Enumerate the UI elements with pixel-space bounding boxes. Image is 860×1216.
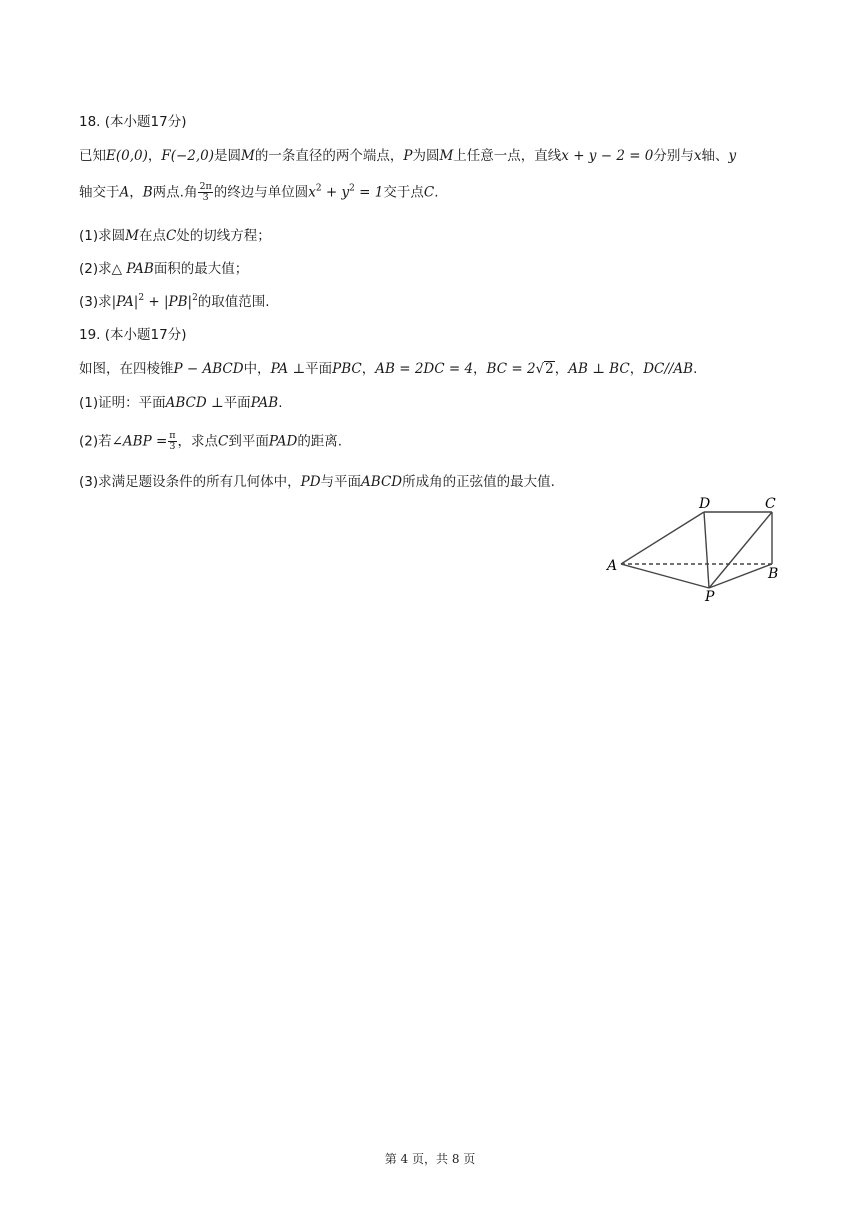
page-footer: 第 4 页，共 8 页 [384,1152,476,1166]
q18-part3: (3)求$|PA|^2 + |PB|^2$的取值范围. [79,293,270,310]
q18-part2: (2)求△ PAB面积的最大值； [79,261,249,277]
pi-over-3-fraction: $\frac{\pi}{3}$ [169,430,176,452]
edge-AD [621,512,704,564]
q19-header: 19. (本小题17分) [79,327,187,343]
q18-part1: (1)求圆M在点C处的切线方程； [79,228,271,244]
pyramid-figure [600,490,790,605]
edge-DP [704,512,709,588]
q19-part1: (1)证明：平面ABCD ⊥平面PAB. [79,395,283,411]
q18-statement-line2: 轴交于A，B两点.角 $\frac{2\pi}{3}$ 的终边与单位圆$x^2 + y^2 = 1$交于点C. [79,181,439,203]
q19-part2: (2)若∠ABP = $\frac{\pi}{3}$ ，求点C到平面PAD的距离. [79,430,343,452]
q19-statement: 如图，在四棱锥P − ABCD中，PA ⊥平面PBC，AB = 2DC = 4，BC = 2√2，AB ⊥ BC，DC//AB. [79,361,698,377]
q18-header: 18. (本小题17分) [79,114,187,130]
q19-part3: (3)求满足题设条件的所有几何体中，PD与平面ABCD所成角的正弦值的最大值. [79,474,555,490]
label-A: A [607,558,618,574]
q18-statement-line1: 已知E(0,0)，F(−2,0)是圆M的一条直径的两个端点，P为圆M上任意一点，直线x + y − 2 = 0分别与x轴、y [79,148,737,164]
label-B: B [768,566,779,582]
label-D: D [699,496,711,512]
label-C: C [765,496,776,512]
angle-fraction: $\frac{2\pi}{3}$ [199,181,212,203]
label-P: P [705,589,715,605]
edge-AP [621,564,709,588]
